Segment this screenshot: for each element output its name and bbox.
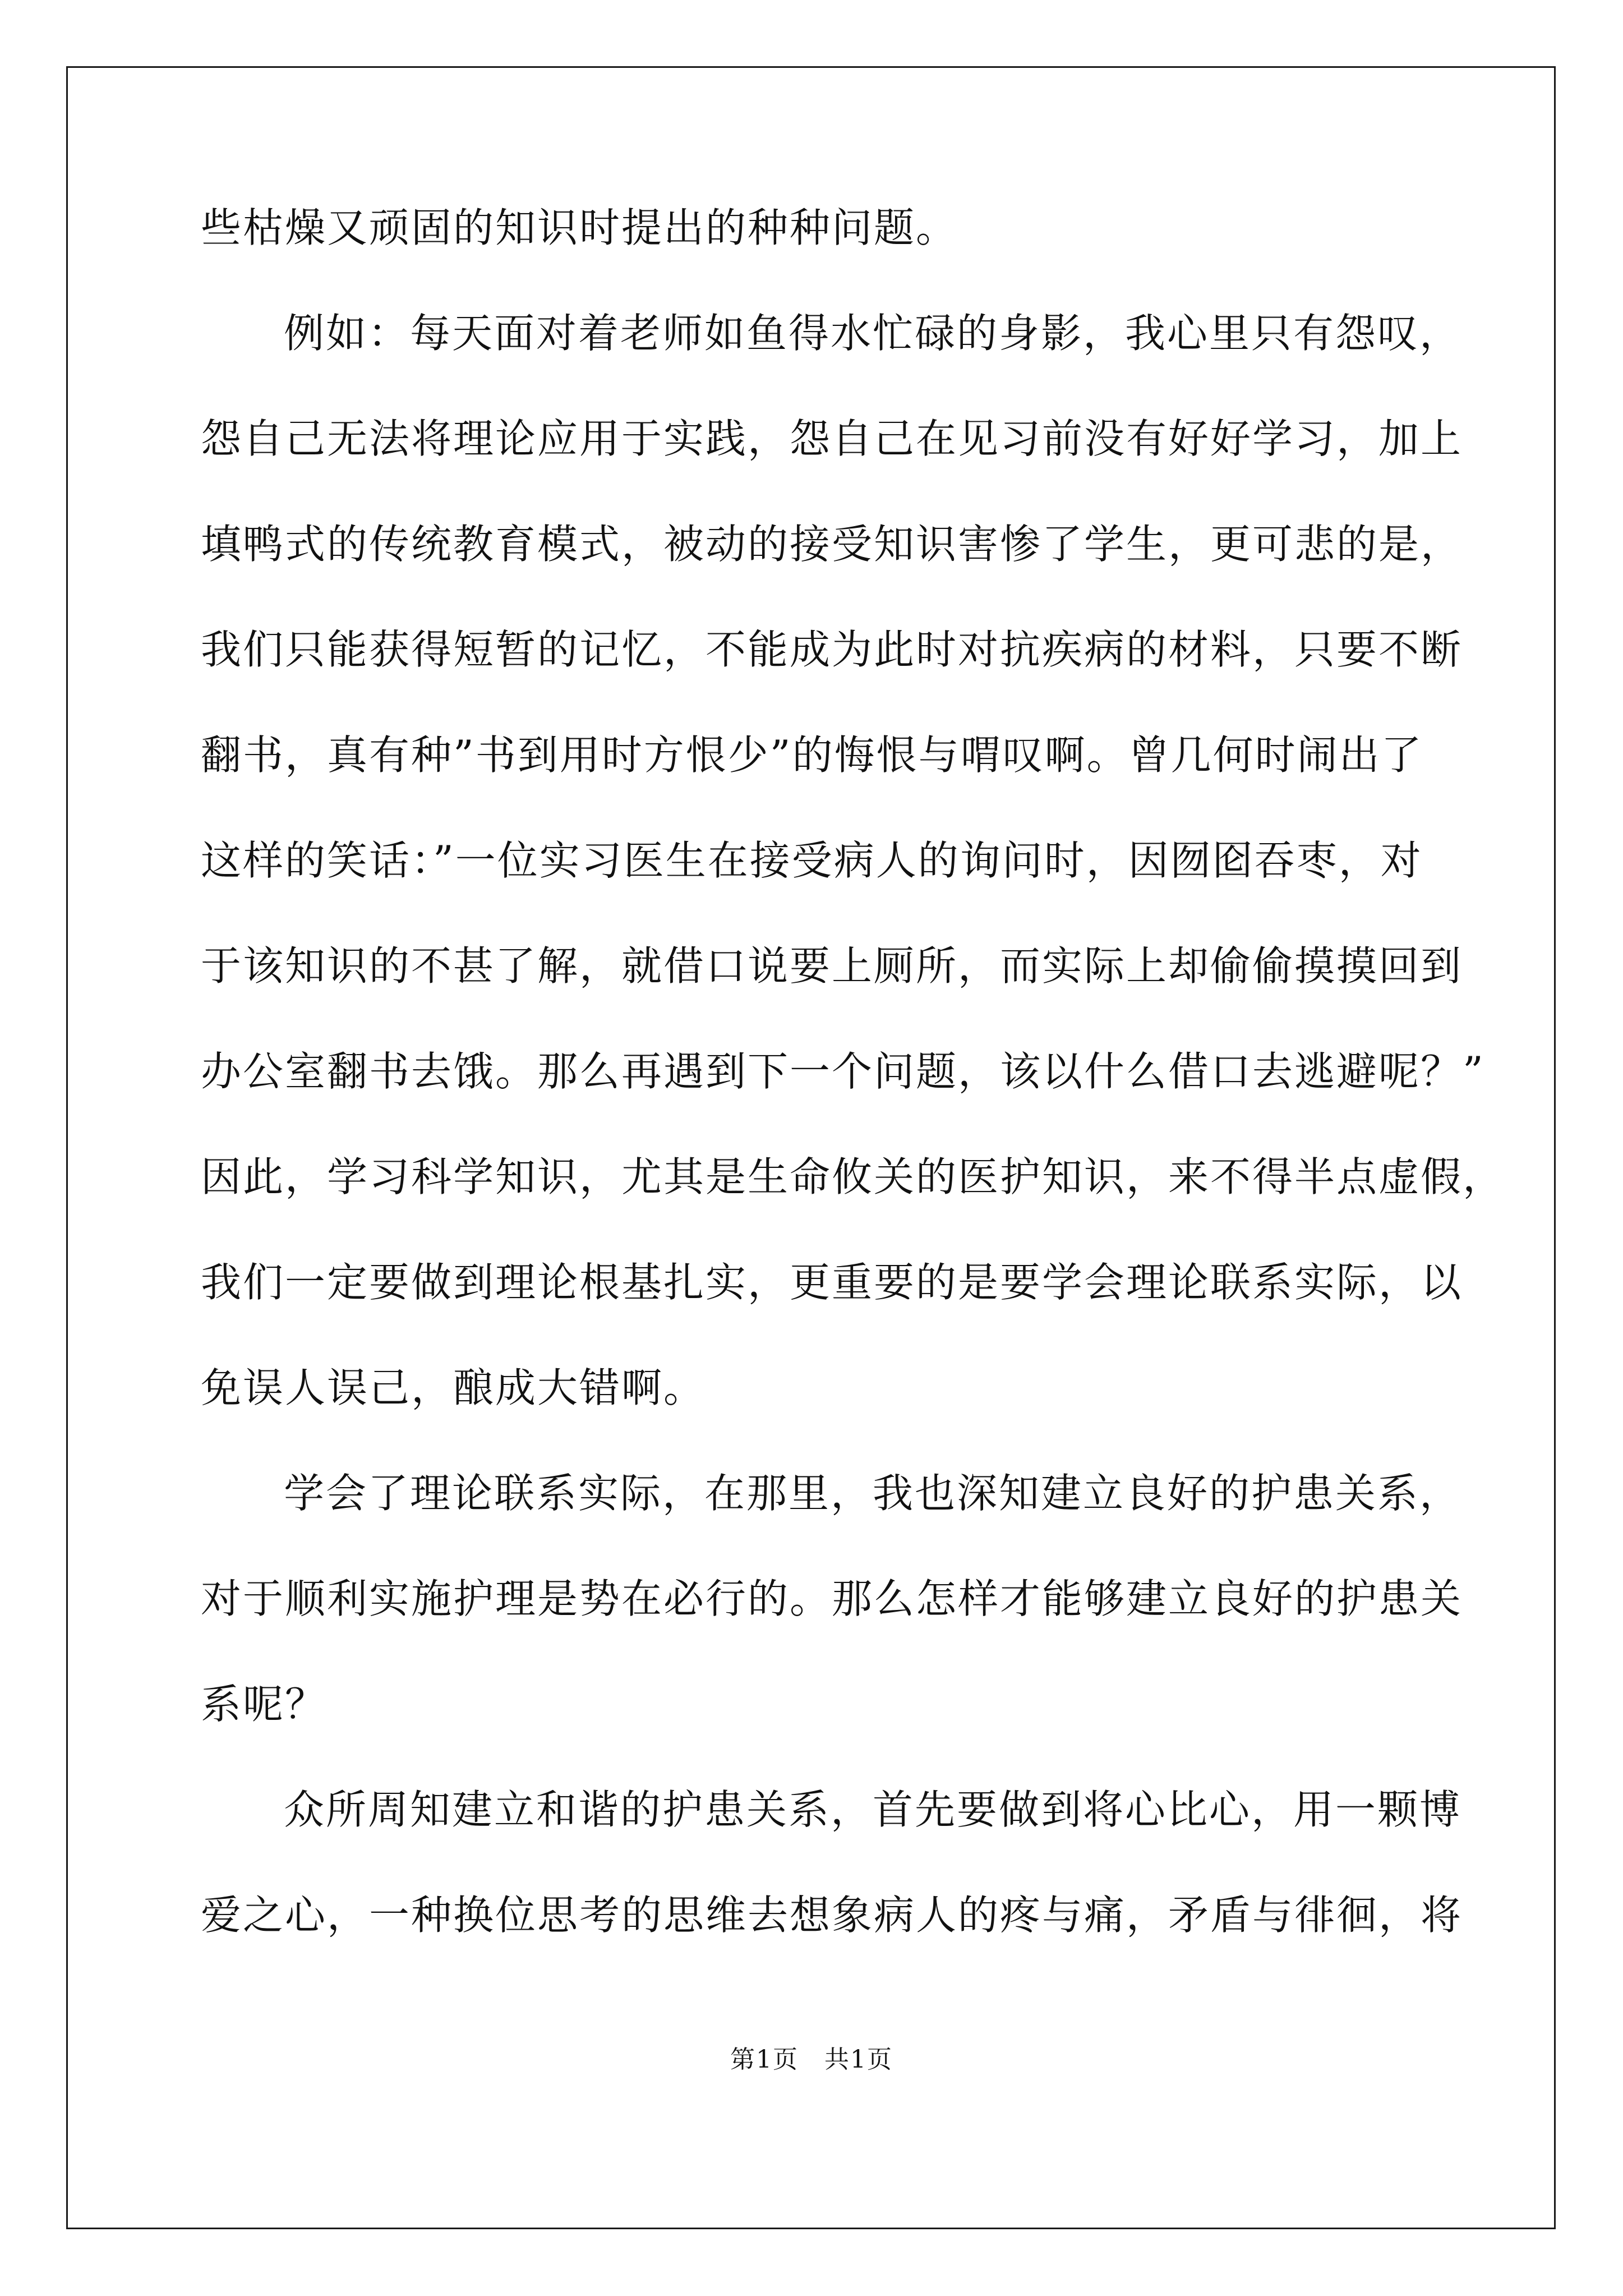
text-line: 因此，学习科学知识，尤其是生命攸关的医护知识，来不得半点虚假，	[201, 1153, 1505, 1200]
text-line: 免误人误己，酿成大错啊。	[201, 1364, 706, 1411]
text-line: 办公室翻书去饿。那么再遇到下一个问题，该以什么借口去逃避呢？”	[201, 1048, 1485, 1095]
text-line: 于该知识的不甚了解，就借口说要上厕所，而实际上却偷偷摸摸回到	[201, 942, 1463, 990]
text-line: 爱之心，一种换位思考的思维去想象病人的疼与痛，矛盾与徘徊，将	[201, 1892, 1463, 1939]
document-body	[201, 204, 1505, 2000]
page-number: 第1页 共1页	[730, 2045, 893, 2074]
text-line: 这样的笑话：”一位实习医生在接受病人的询问时，因囫囵吞枣，对	[201, 837, 1423, 884]
text-line: 我们一定要做到理论根基扎实，更重要的是要学会理论联系实际，以	[201, 1259, 1463, 1306]
text-line: 填鸭式的传统教育模式，被动的接受知识害惨了学生，更可悲的是，	[201, 521, 1463, 568]
text-line: 众所周知建立和谐的护患关系，首先要做到将心比心，用一颗博	[284, 1786, 1462, 1833]
text-line: 怨自己无法将理论应用于实践，怨自己在见习前没有好好学习，加上	[201, 415, 1463, 462]
text-line: 例如：每天面对着老师如鱼得水忙碌的身影，我心里只有怨叹，	[284, 310, 1462, 357]
text-line: 对于顺利实施护理是势在必行的。那么怎样才能够建立良好的护患关	[201, 1575, 1463, 1622]
page-footer	[0, 2047, 1623, 2072]
text-line: 我们只能获得短暂的记忆，不能成为此时对抗疾病的材料，只要不断	[201, 626, 1463, 673]
text-line: 系呢？	[201, 1681, 328, 1728]
text-line: 些枯燥又顽固的知识时提出的种种问题。	[201, 204, 958, 251]
text-line: 学会了理论联系实际，在那里，我也深知建立良好的护患关系，	[284, 1470, 1462, 1517]
text-line: 翻书，真有种”书到用时方恨少”的悔恨与喟叹啊。曾几何时闹出了	[201, 731, 1423, 779]
